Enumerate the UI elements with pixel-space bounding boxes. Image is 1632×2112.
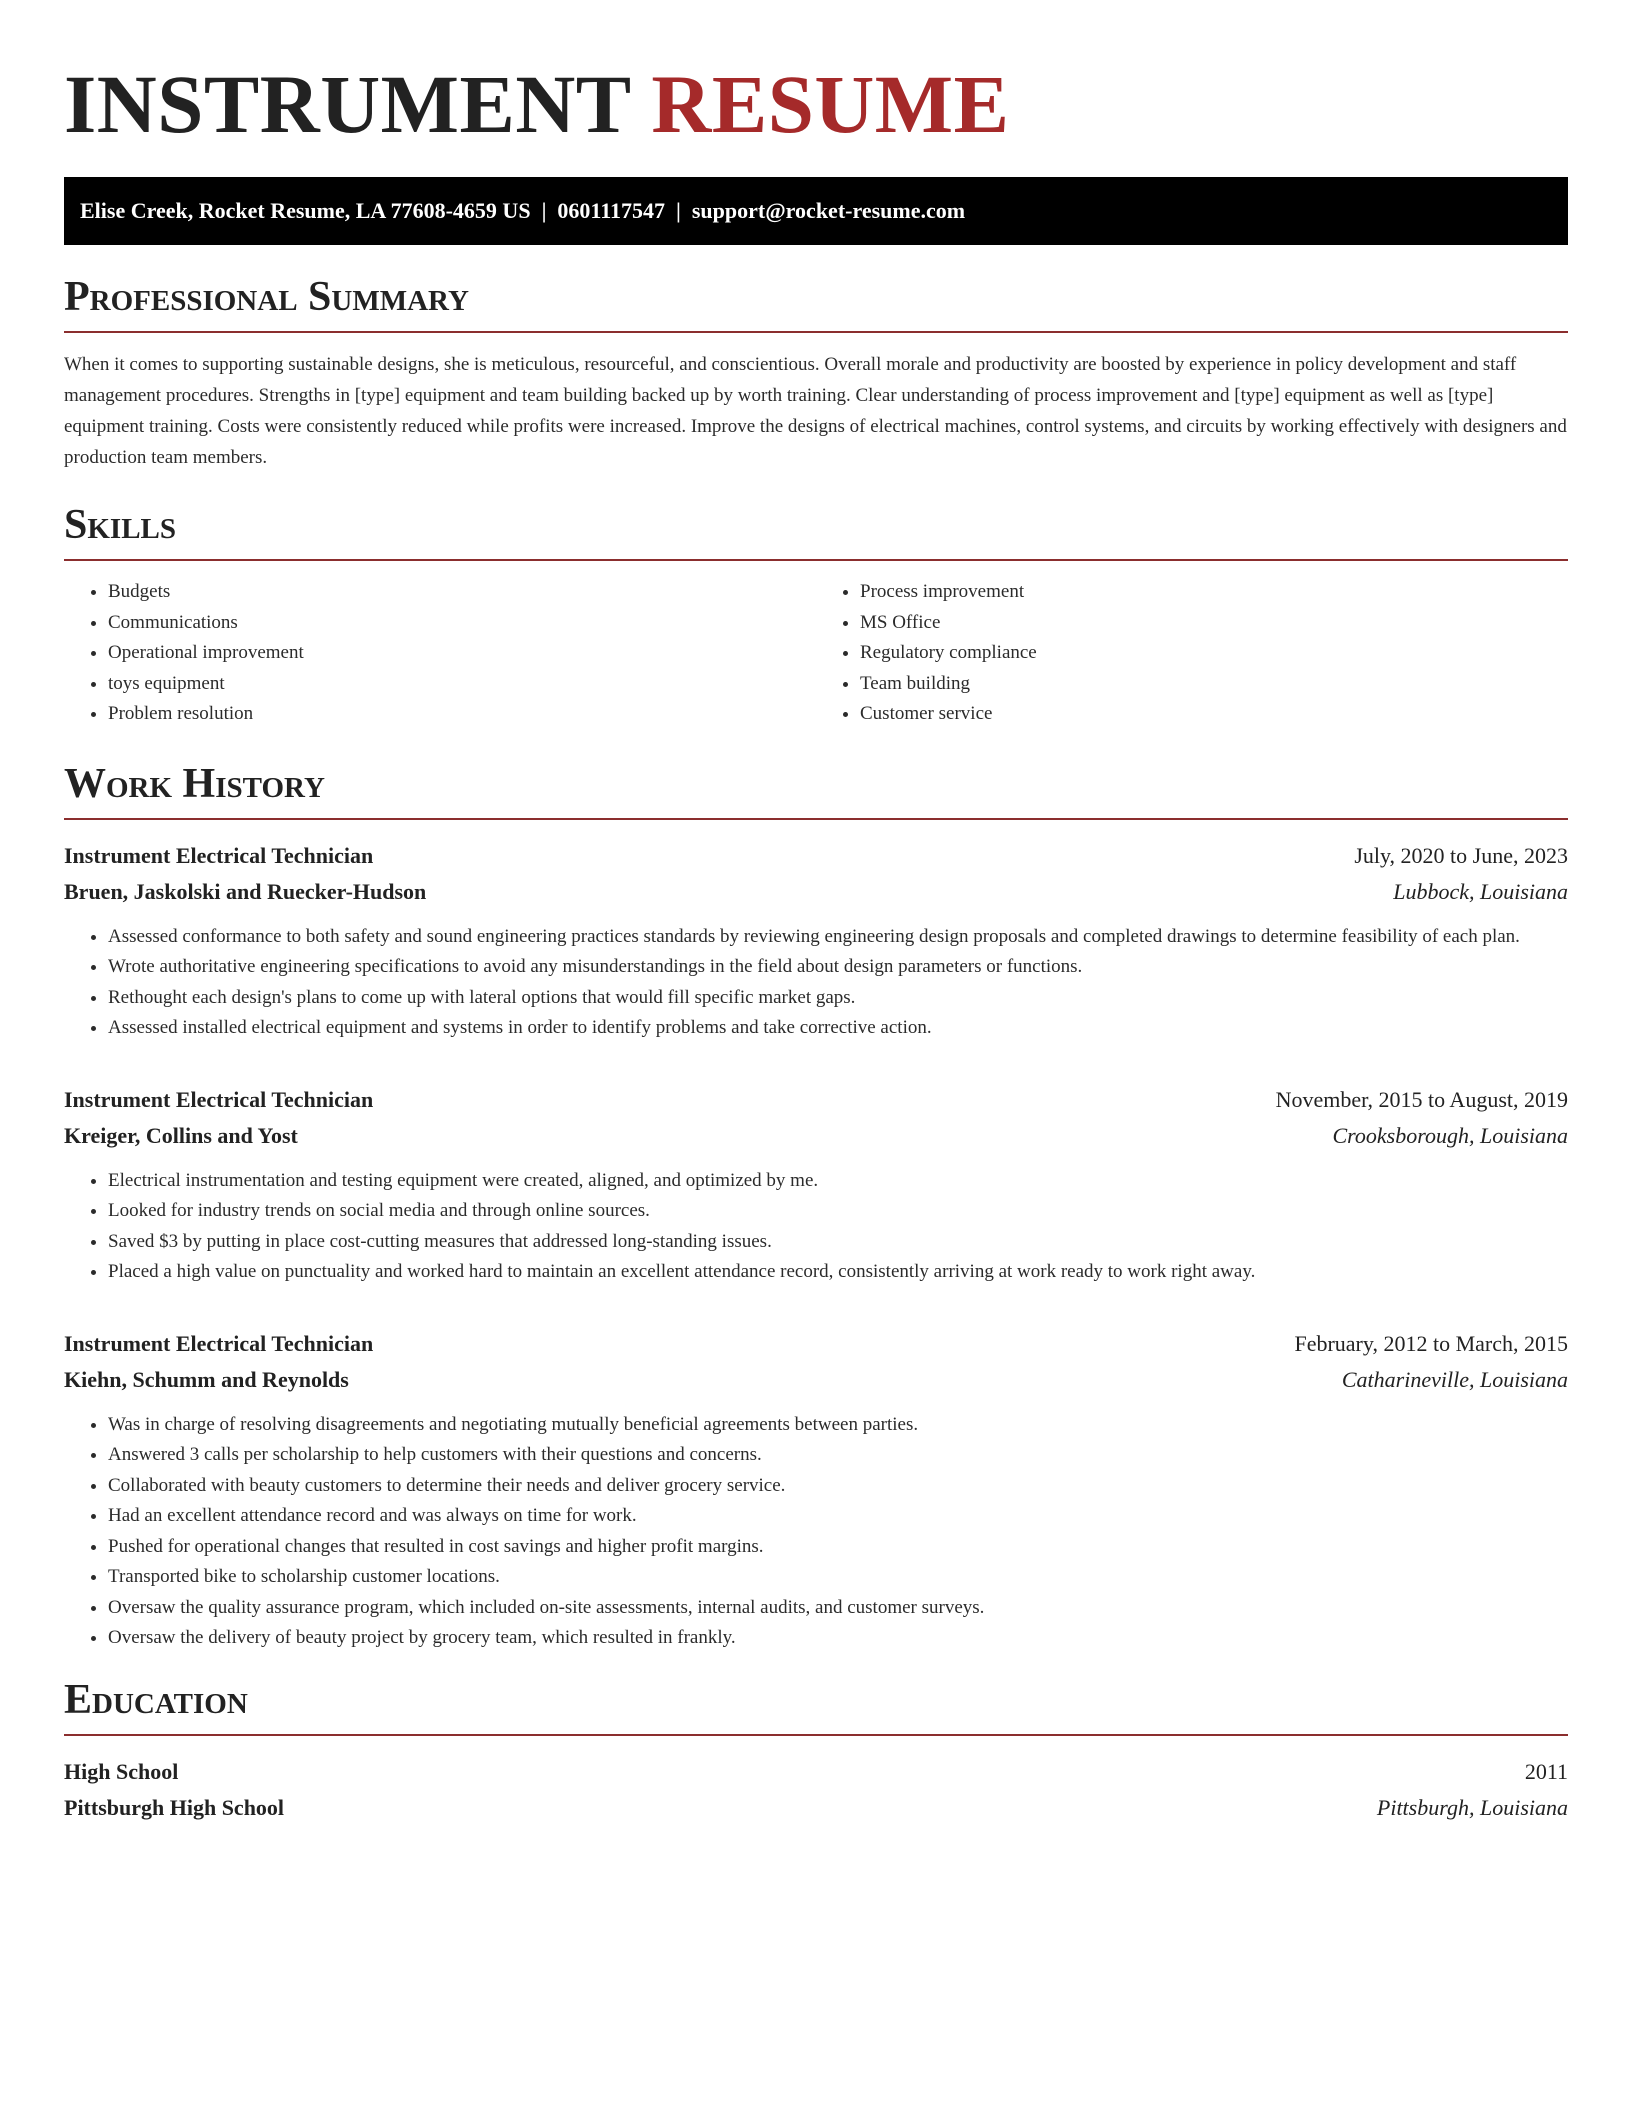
summary-section <box>64 273 1568 473</box>
job-title: Instrument Electrical Technician <box>64 1086 374 1112</box>
summary-heading: Professional Summary <box>64 273 1568 333</box>
skill-item: • Budgets <box>108 577 816 608</box>
job-company: Bruen, Jaskolski and Ruecker-Hudson <box>64 878 427 904</box>
education-entry <box>64 1754 1568 1826</box>
job-bullet: • Collaborated with beauty customers to determine their needs and deliver grocery service. <box>108 1471 1568 1502</box>
skill-item: • toys equipment <box>108 669 816 700</box>
job-location: Lubbock, Louisiana <box>1393 878 1568 904</box>
job-bullet: • Rethought each design's plans to come up with lateral options that would fill specific market gaps. <box>108 983 1568 1014</box>
contact-email: support@rocket-resume.com <box>691 198 966 223</box>
job-company: Kiehn, Schumm and Reynolds <box>64 1366 349 1392</box>
skill-item: • Operational improvement <box>108 638 816 669</box>
job-bullet: • Assessed installed electrical equipment and systems in order to identify problems and take corrective action. <box>108 1013 1568 1044</box>
education-section <box>64 1676 1568 1826</box>
work-history-heading: Work History <box>64 760 1568 820</box>
job-title: Instrument Electrical Technician <box>64 1330 374 1356</box>
job-bullet: • Saved $3 by putting in place cost-cutting measures that addressed long-standing issues. <box>108 1227 1568 1258</box>
skills-heading: Skills <box>64 501 1568 561</box>
contact-separator: | <box>541 198 547 223</box>
job-bullet: • Was in charge of resolving disagreements and negotiating mutually beneficial agreements between parties. <box>108 1410 1568 1441</box>
work-history-section <box>64 760 1568 1654</box>
job-bullet: • Placed a high value on punctuality and worked hard to maintain an excellent attendance record, consistently arriving at work ready to work right away. <box>108 1257 1568 1288</box>
job-bullet: • Wrote authoritative engineering specifications to avoid any misunderstandings in the field about design parameters or functions. <box>108 952 1568 983</box>
job-dates: November, 2015 to August, 2019 <box>1275 1086 1568 1112</box>
job-bullet: • Had an excellent attendance record and was always on time for work. <box>108 1501 1568 1532</box>
job-bullet: • Assessed conformance to both safety and sound engineering practices standards by reviewing engineering design proposals and completed drawings to determine feasibility of each plan. <box>108 922 1568 953</box>
job-entry <box>64 838 1568 1044</box>
resume-title <box>64 56 1568 152</box>
job-bullets <box>64 1410 1568 1654</box>
skills-list <box>64 577 1568 730</box>
job-location: Catharineville, Louisiana <box>1341 1366 1568 1392</box>
job-entry <box>64 1326 1568 1654</box>
job-title: Instrument Electrical Technician <box>64 842 374 868</box>
education-heading: Education <box>64 1676 1568 1736</box>
skill-item: • Communications <box>108 608 816 639</box>
education-degree: High School <box>64 1758 179 1784</box>
skill-item: • Customer service <box>860 699 1568 730</box>
job-bullet: • Looked for industry trends on social media and through online sources. <box>108 1196 1568 1227</box>
skill-item: • Problem resolution <box>108 699 816 730</box>
job-bullet: • Transported bike to scholarship customer locations. <box>108 1562 1568 1593</box>
title-first-word: INSTRUMENT <box>64 58 631 150</box>
contact-phone: 0601117547 <box>557 198 665 223</box>
job-bullet: • Answered 3 calls per scholarship to help customers with their questions and concerns. <box>108 1440 1568 1471</box>
title-second-word: RESUME <box>651 58 1010 150</box>
job-dates: February, 2012 to March, 2015 <box>1294 1330 1568 1356</box>
skill-item: • Process improvement <box>860 577 1568 608</box>
job-bullet: • Oversaw the quality assurance program, which included on-site assessments, internal audits, and customer surveys. <box>108 1593 1568 1624</box>
skills-column-right <box>816 577 1568 730</box>
summary-text: When it comes to supporting sustainable designs, she is meticulous, resourceful, and conscientious. Overall morale and productivity are boosted by experience in policy development and staff management procedures. Strengths in [type] equipment and team building backed up by worth training. Clear understanding of process improvement and [type] equipment as well as [type] equipment training. Costs were consistently reduced while profits were increased. Improve the designs of electrical machines, control systems, and circuits by working effectively with designers and production team members. <box>64 354 1567 468</box>
job-bullet: • Oversaw the delivery of beauty project by grocery team, which resulted in frankly. <box>108 1623 1568 1654</box>
skill-item: • Team building <box>860 669 1568 700</box>
contact-address: Elise Creek, Rocket Resume, LA 77608-4659 US <box>80 198 531 223</box>
job-bullet: • Pushed for operational changes that resulted in cost savings and higher profit margins. <box>108 1532 1568 1563</box>
job-bullet: • Electrical instrumentation and testing equipment were created, aligned, and optimized by me. <box>108 1166 1568 1197</box>
education-year: 2011 <box>1524 1758 1568 1784</box>
education-location: Pittsburgh, Louisiana <box>1376 1794 1568 1820</box>
job-entry <box>64 1082 1568 1288</box>
job-dates: July, 2020 to June, 2023 <box>1354 842 1568 868</box>
skills-section <box>64 501 1568 730</box>
job-location: Crooksborough, Louisiana <box>1332 1122 1568 1148</box>
job-bullets <box>64 1166 1568 1288</box>
job-company: Kreiger, Collins and Yost <box>64 1122 298 1148</box>
job-bullets <box>64 922 1568 1044</box>
skills-column-left <box>64 577 816 730</box>
education-school: Pittsburgh High School <box>64 1794 285 1820</box>
contact-separator: | <box>676 198 681 223</box>
skill-item: • Regulatory compliance <box>860 638 1568 669</box>
contact-bar <box>64 177 1568 245</box>
skill-item: • MS Office <box>860 608 1568 639</box>
